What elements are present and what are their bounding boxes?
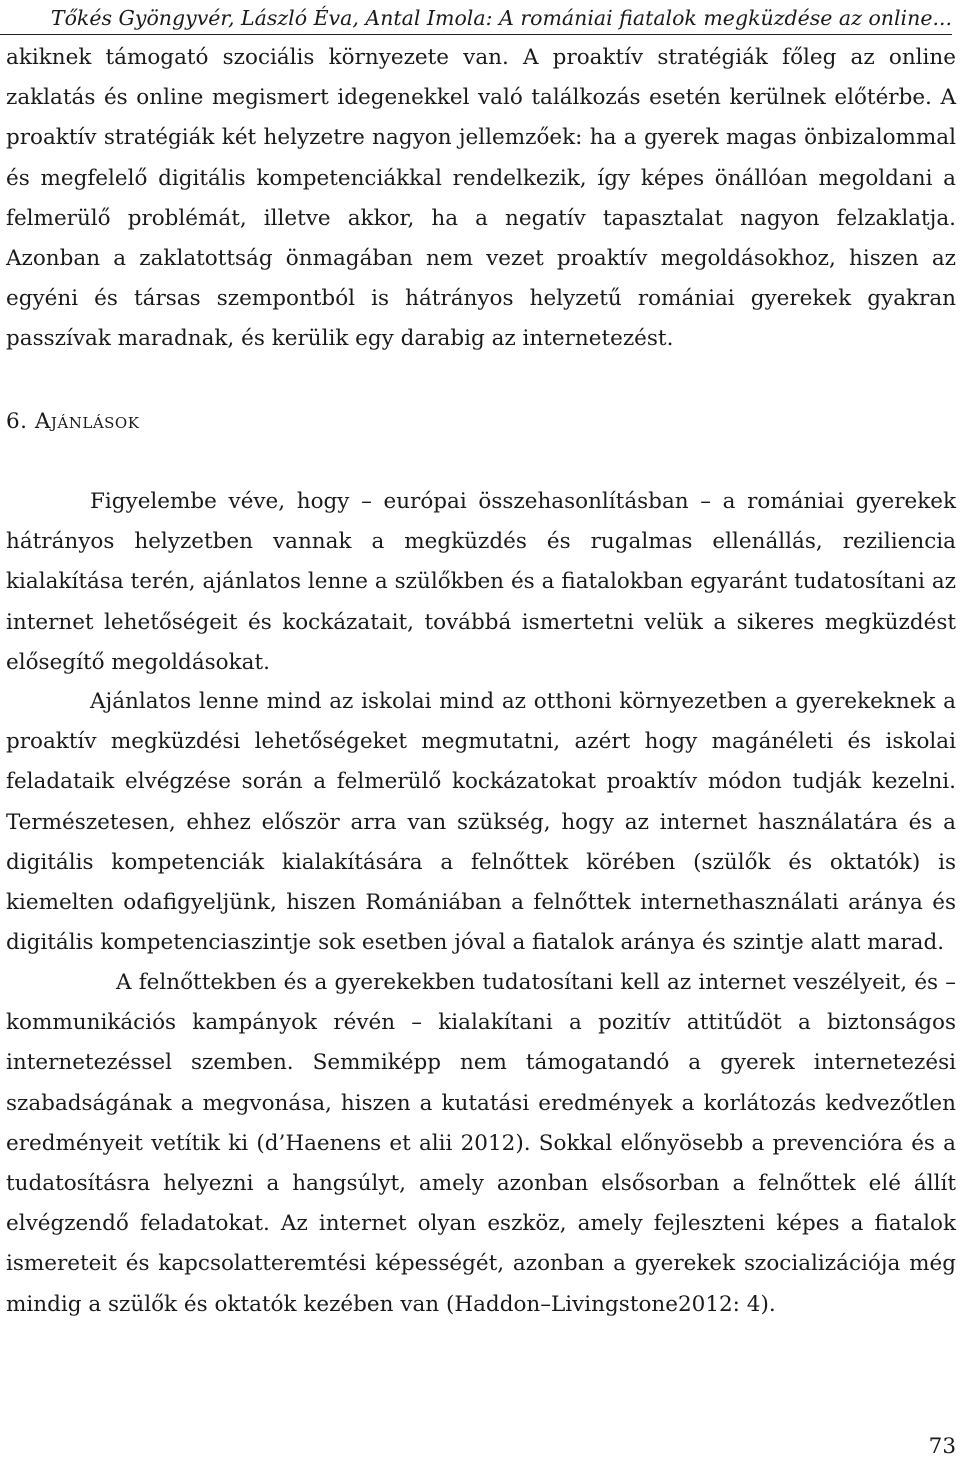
section-number: 6. — [6, 409, 28, 434]
body-paragraph-3: Ajánlatos lenne mind az iskolai mind az otthoni környezetben a gyerekeknek a proaktív megküzdési lehetőségeket megmutatni, azért hogy magánéleti és iskolai feladataik elvégzése során a felmerülő kockázatokat proaktív módon tudják kezelni. Természetesen, ehhez először arra van szükség, hogy az internet használatára és a digitális kompetenciák kialakítására a felnőttek körében (szülők és oktatók) is kiemelten odafigyeljünk, hiszen Romániában a felnőttek internethasználati aránya és digitális kompetenciaszintje sok esetben jóval a fiatalok aránya és szintje alatt marad. — [6, 689, 956, 956]
body-paragraph-4: A felnőttekben és a gyerekekben tudatosítani kell az internet veszélyeit, és – kommunikációs kampányok révén – kialakítani a pozitív attitűdöt a biztonságos internetezéssel szemben. Semmiképp nem támogatandó a gyerek internetezési szabadságának a megvonása, hiszen a kutatási eredmények a korlátozás kedvezőtlen eredményeit vetítik ki (d’Haenens et alii 2012). Sokkal előnyösebb a prevencióra és a tudatosításra helyezni a hangsúlyt, amely azonban elsősorban a felnőttek elé állít elvégzendő feladatokat. Az internet olyan eszköz, amely fejleszteni képes a fiatalok ismereteit és kapcsolatteremtési képességét, azonban a gyerekek szocializációja még mindig a szülők és oktatók kezében van (Haddon–Livingstone2012: 4). — [6, 970, 956, 1317]
body-paragraph-1: akiknek támogató szociális környezete van. A proaktív stratégiák főleg az online zaklatás és online megismert idegenekkel való találkozás esetén kerülnek előtérbe. A proaktív stratégiák két helyzetre nagyon jellemzőek: ha a gyerek magas önbizalommal és megfelelő digitális kompetenciákkal rendelkezik, így képes önállóan megoldani a felmerülő problémát, illetve akkor, ha a negatív tapasztalat nagyon felzaklatja. Azonban a zaklatottság önmagában nem vezet proaktív megoldásokhoz, hiszen az egyéni és társas szempontból is hátrányos helyzetű romániai gyerekek gyakran passzívak maradnak, és kerülik egy darabig az internetezést. — [6, 45, 956, 352]
section-title: Ajánlások — [34, 409, 140, 434]
body-paragraph-2: Figyelembe véve, hogy – európai összehasonlításban – a romániai gyerekek hátrányos helyzetben vannak a megküzdés és rugalmas ellenállás, reziliencia kialakítása terén, ajánlatos lenne a szülőkben és a fiatalokban egyaránt tudatosítani az internet lehetőségeit és kockázatait, továbbá ismertetni velük a sikeres megküzdést elősegítő megoldásokat. — [6, 489, 956, 675]
section-heading — [6, 404, 139, 440]
running-header: Tőkés Gyöngyvér, László Éva, Antal Imola: A romániai fiatalok megküzdése az online... — [0, 4, 952, 35]
page-number: 73 — [928, 1434, 956, 1459]
